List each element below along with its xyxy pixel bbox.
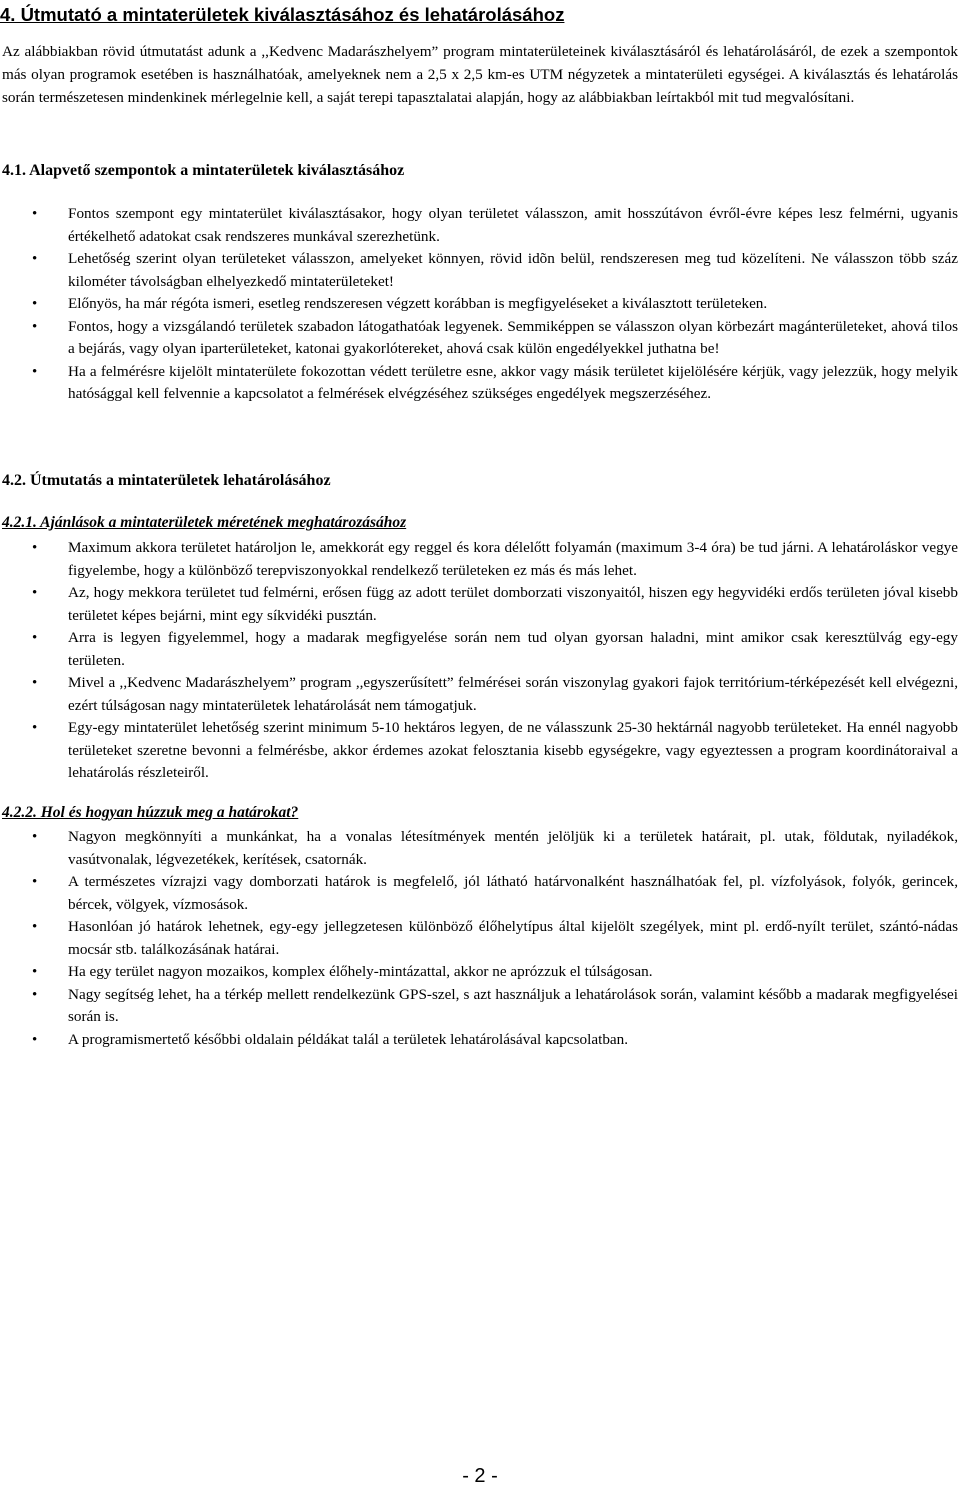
bullet-icon: • xyxy=(32,1031,38,1048)
bullet-icon: • xyxy=(32,630,38,646)
bullet-icon: • xyxy=(32,206,38,222)
list-item: • Maximum akkora területet határoljon le, amekkorát egy reggel és kora délelőtt folyamán (maximum 3-4 óra) be tud járni. A lehatároláskor vegye figyelembe, hogy a különböző terepviszonyokkal rendelkező területeken ez más és más lehet. xyxy=(32,539,958,579)
section-4-2-1-heading: 4.2.1. Ajánlások a mintaterületek méretének meghatározásához xyxy=(2,514,407,531)
chapter-heading: 4. Útmutató a mintaterületek kiválasztásához és lehatárolásához xyxy=(0,4,565,25)
list-item: • Ha egy terület nagyon mozaikos, komplex élőhely-mintázattal, akkor ne aprózzuk el túlságosan. xyxy=(0,961,958,984)
section-4-2-1-list xyxy=(0,537,958,785)
bullet-icon: • xyxy=(32,964,38,980)
list-item: • Lehetőség szerint olyan területeket válasszon, amelyeket könnyen, rövid idõn belül, rendszeresen meg tud közelíteni. Ne válasszon több száz kilométer távolságban elhelyezkedő mintaterületeket! xyxy=(32,250,958,290)
bullet-icon: • xyxy=(32,540,38,556)
list-item: • Nagyon megkönnyíti a munkánkat, ha a vonalas létesítmények mentén jelöljük ki a területek határait, pl. utak, földutak, nyiladékok, vasútvonalak, légvezetékek, kerítések, csatornák. xyxy=(32,828,958,868)
bullet-icon: • xyxy=(32,919,38,935)
list-item: • Előnyös, ha már régóta ismeri, esetleg rendszeresen végzett korábban is megfigyeléseket a kiválasztott területeken. xyxy=(0,293,958,316)
list-item: • Fontos, hogy a vizsgálandó területek szabadon látogathatóak legyenek. Semmiképpen se válasszon olyan körbezárt magánterületeket, ahová tilos a bejárás, vagy olyan iparterületeket, katonai gyakorlótereket, ahová csak külön engedélyekkel juthatna be! xyxy=(32,317,958,357)
bullet-icon: • xyxy=(32,720,38,736)
list-item: • Nagy segítség lehet, ha a térkép mellett rendelkezünk GPS-szel, s azt használjuk a lehatárolások során, valamint később a madarak megfigyelései során is. xyxy=(32,985,958,1025)
list-item: • Mivel a ,,Kedvenc Madarászhelyem” program ,,egyszerűsített” felmérései során viszonylag gyakori fajok territórium-térképezését kell elvégezni, ezért túlságosan nagy mintaterületek lehatárolását nem támogatjuk. xyxy=(32,674,958,714)
list-item: • Fontos szempont egy mintaterület kiválasztásakor, hogy olyan területet válasszon, amit hosszútávon évről-évre képes lesz felmérni, ugyanis értékelhető adatokat csak rendszeres munkával szerezhetünk. xyxy=(32,205,958,245)
section-4-2-2-list xyxy=(0,826,958,1051)
list-item: • Ha a felmérésre kijelölt mintaterülete fokozottan védett területre esne, akkor vagy másik területet kijelölésére kérjük, vagy jelezzük, hogy melyik hatósággal kell felvennie a kapcsolatot a felmérések elvégzéséhez szükséges engedélyek megszerzéséhez. xyxy=(32,362,958,402)
list-item: • A programismertető későbbi oldalain példákat talál a területek lehatárolásával kapcsolatban. xyxy=(0,1029,958,1052)
bullet-icon: • xyxy=(32,363,38,380)
list-item: • A természetes vízrajzi vagy domborzati határok is megfelelő, jól látható határvonalként használhatóak fel, pl. vízfolyások, folyók, gerincek, bércek, völgyek, vízmosások. xyxy=(32,873,958,913)
bullet-icon: • xyxy=(32,251,38,267)
bullet-icon: • xyxy=(32,318,38,335)
list-item: • Az, hogy mekkora területet tud felmérni, erősen függ az adott terület domborzati viszonyaitól, hiszen egy hegyvidéki erdős területen jóval kisebb területet képes bejárni, mint egy síkvidéki pusztán. xyxy=(32,584,958,624)
bullet-icon: • xyxy=(32,296,38,312)
bullet-icon: • xyxy=(32,585,38,601)
page-number: - 2 - xyxy=(462,1465,498,1487)
section-4-1-list xyxy=(0,203,958,406)
section-4-2-heading: 4.2. Útmutatás a mintaterületek lehatárolásához xyxy=(2,472,331,489)
bullet-icon: • xyxy=(32,874,38,890)
list-item: • Hasonlóan jó határok lehetnek, egy-egy jellegzetesen különböző élőhelytípus által kijelölt szegélyek, mint pl. erdő-nyílt terület, szántó-nádas mocsár stb. találkozásának határai. xyxy=(32,918,958,958)
section-4-1-heading: 4.1. Alapvető szempontok a mintaterületek kiválasztásához xyxy=(2,162,405,179)
list-item: • Arra is legyen figyelemmel, hogy a madarak megfigyelése során nem tud olyan gyorsan haladni, mint amikor csak keresztülvág egy-egy területen. xyxy=(32,629,958,669)
list-item: • Egy-egy mintaterület lehetőség szerint minimum 5-10 hektáros legyen, de ne válasszunk 25-30 hektárnál nagyobb területeket. Ha ennél nagyobb területeket szeretne bevonni a felmérésbe, akkor érdemes azokat felosztania kisebb egységekre, vagy egyeztessen a program koordinátoraival a lehatárolás részleteiről. xyxy=(32,719,958,781)
intro-paragraph: Az alábbiakban rövid útmutatást adunk a ,,Kedvenc Madarászhelyem” program mintaterületeinek kiválasztásáról és lehatárolásáról, de ezek a szempontok más olyan programok esetében is használhatóak, amelyeknek nem a 2,5 x 2,5 km-es UTM négyzetek a mintaterületi egységei. A kiválasztás és lehatárolás során természetesen mindenkinek mérlegelnie kell, a saját terepi tapasztalatai alapján, hogy az alábbiakban leírtakból mit tud megvalósítani. xyxy=(2,43,958,106)
section-4-2-2-heading: 4.2.2. Hol és hogyan húzzuk meg a határokat? xyxy=(2,804,299,821)
bullet-icon: • xyxy=(32,829,38,845)
bullet-icon: • xyxy=(32,675,38,691)
bullet-icon: • xyxy=(32,986,38,1003)
